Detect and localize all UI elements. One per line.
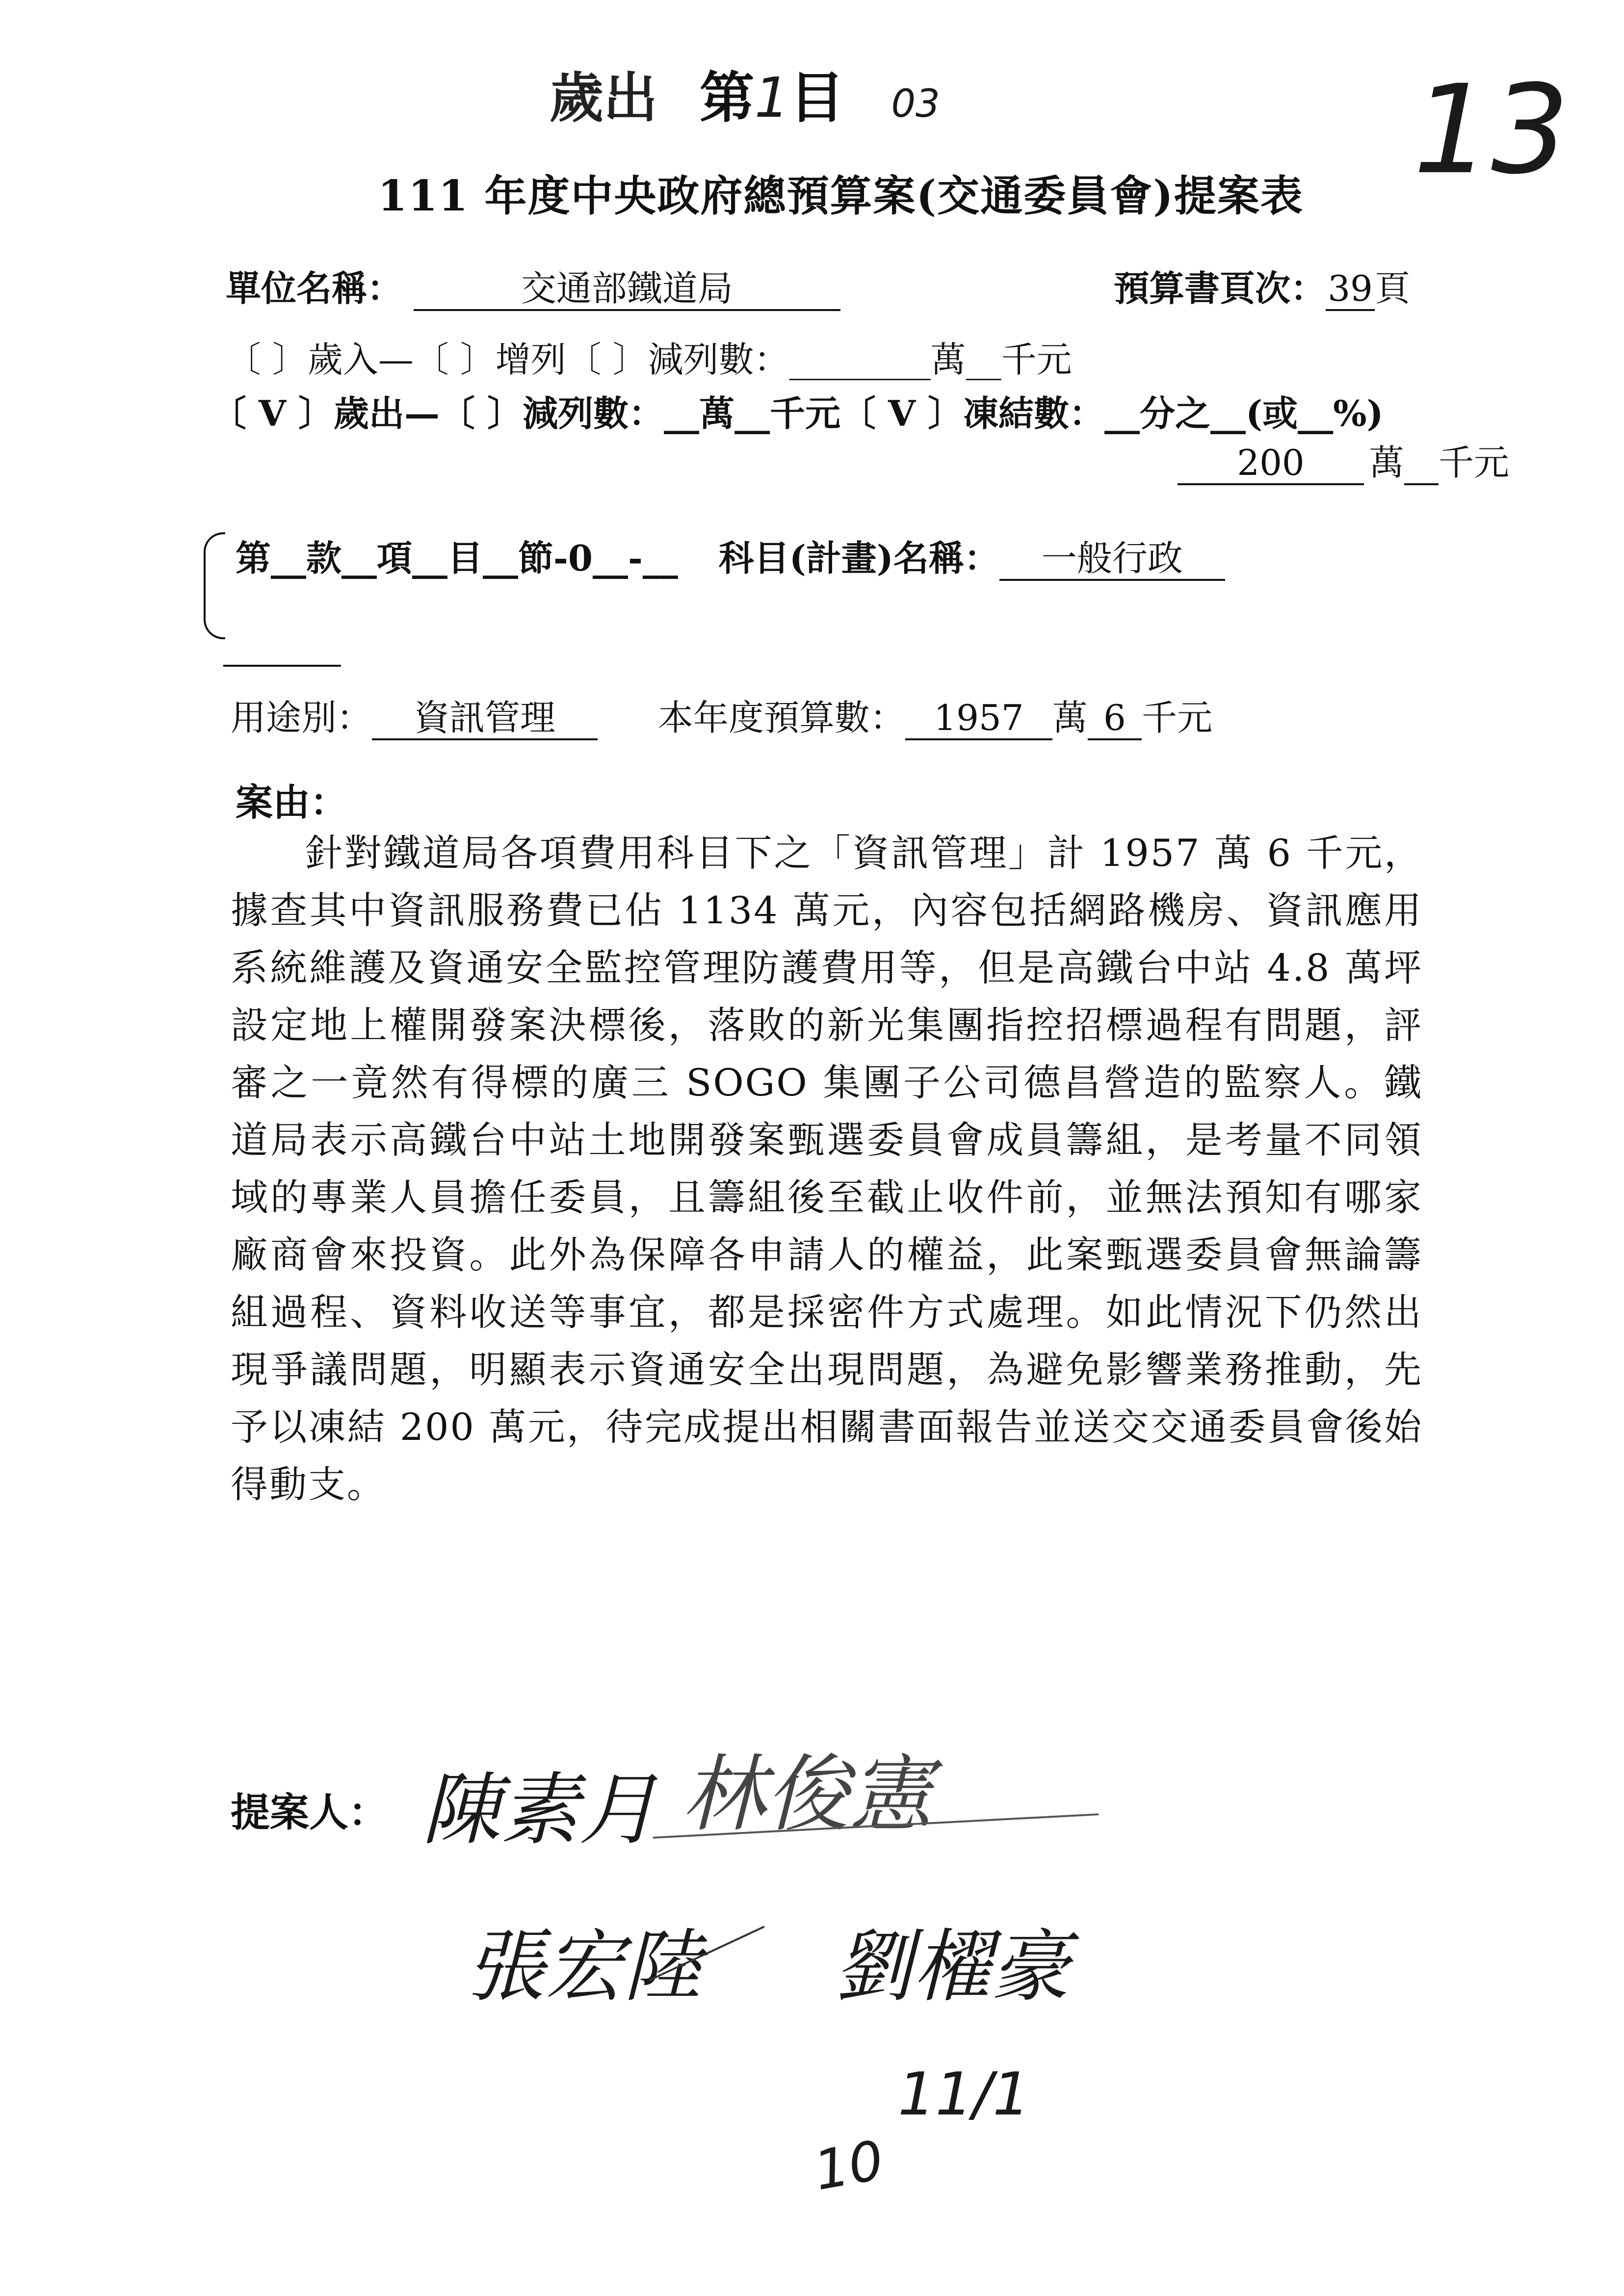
expenditure-row: 〔 V 〕歲出—〔 〕減列數：__萬__千元〔 V 〕凍結數：__分之__(或__%) — [211, 392, 1384, 434]
page-title: 111 年度中央政府總預算案(交通委員會)提案表 — [378, 171, 1304, 221]
item-bracket-tail — [223, 665, 341, 667]
page-number-mark: 13 — [1413, 58, 1570, 201]
freeze-amount-tail: 千元 — [1439, 442, 1510, 483]
freeze-amount-blank — [1404, 443, 1439, 485]
item-suffix: 目 — [789, 66, 844, 130]
annual-budget-qian: 千元 — [1141, 697, 1212, 738]
revenue-row: 〔 〕歲入—〔 〕增列〔 〕減列數：________萬__千元 — [226, 339, 1072, 380]
budget-page-label: 預算書頁次： — [1114, 267, 1326, 309]
subject-value: 一般行政 — [999, 538, 1225, 581]
unit-value: 交通部鐵道局 — [414, 268, 840, 311]
signature-3: 張宏陸 — [466, 1921, 702, 2012]
expenditure-stamp: 歲出 — [550, 67, 657, 130]
item-header — [550, 54, 940, 133]
unit-row — [226, 267, 840, 311]
unit-label: 單位名稱： — [226, 267, 403, 309]
annual-budget-qian-value: 6 — [1088, 698, 1142, 740]
freeze-amount-value: 200 — [1178, 443, 1364, 485]
budget-page-row — [1114, 267, 1410, 311]
item-code: 03 — [891, 82, 940, 126]
use-row — [231, 697, 1212, 740]
signature-4: 劉櫂豪 — [834, 1921, 1070, 2012]
handwritten-date-number: 10 — [809, 2128, 889, 2203]
budget-page-suffix: 頁 — [1375, 268, 1411, 309]
handwritten-date: 11/1 — [898, 2061, 1030, 2129]
reason-body: 針對鐵道局各項費用科目下之「資訊管理」計 1957 萬 6 千元，據查其中資訊服務費已佔 1134 萬元，內容包括網路機房、資訊應用系統維護及資通安全監控管理防護費用等，但是高鐵台中站 4.8 萬坪設定地上權開發案決標後，落敗的新光集團指控招標過程有問題，評審之一竟然有得標的廣三 SOGO 集團子公司德昌營造的監察人。鐵道局表示高鐵台中站土地開發案甄選委員會成員籌組，是考量不同領域的專業人員擔任委員，且籌組後至截止收件前，並無法預知有哪家廠商會來投資。此外為保障各申請人的權益，此案甄選委員會無論籌組過程、資料收送等事宜，都是採密件方式處理。如此情況下仍然出現爭議問題，明顯表示資通安全出現問題，為避免影響業務推動，先予以凍結 200 萬元，待完成提出相關書面報告並送交交通委員會後始得動支。 — [231, 831, 1423, 1506]
item-code-line: 第__款__項__目__節-0__-__ — [236, 537, 678, 579]
budget-page-value: 39 — [1326, 268, 1375, 311]
signature-1: 陳素月 — [422, 1764, 658, 1855]
annual-budget-wan: 萬 — [1052, 697, 1088, 738]
signature-2: 林俊憲 — [682, 1746, 933, 1843]
item-prefix: 第 — [699, 66, 755, 130]
annual-budget-wan-value: 1957 — [905, 698, 1052, 740]
annual-budget-label: 本年度預算數： — [657, 697, 905, 738]
subject-row — [236, 537, 1225, 581]
item-bracket — [204, 532, 225, 639]
proposer-label: 提案人： — [231, 1789, 388, 1835]
subject-label: 科目(計畫)名稱： — [718, 537, 999, 579]
freeze-amount-row — [1178, 442, 1509, 485]
reason-label: 案由： — [236, 781, 347, 824]
freeze-amount-wan: 萬 — [1369, 442, 1405, 483]
item-number: 1 — [754, 66, 789, 130]
use-label: 用途別： — [231, 697, 372, 738]
use-value: 資訊管理 — [372, 698, 598, 740]
